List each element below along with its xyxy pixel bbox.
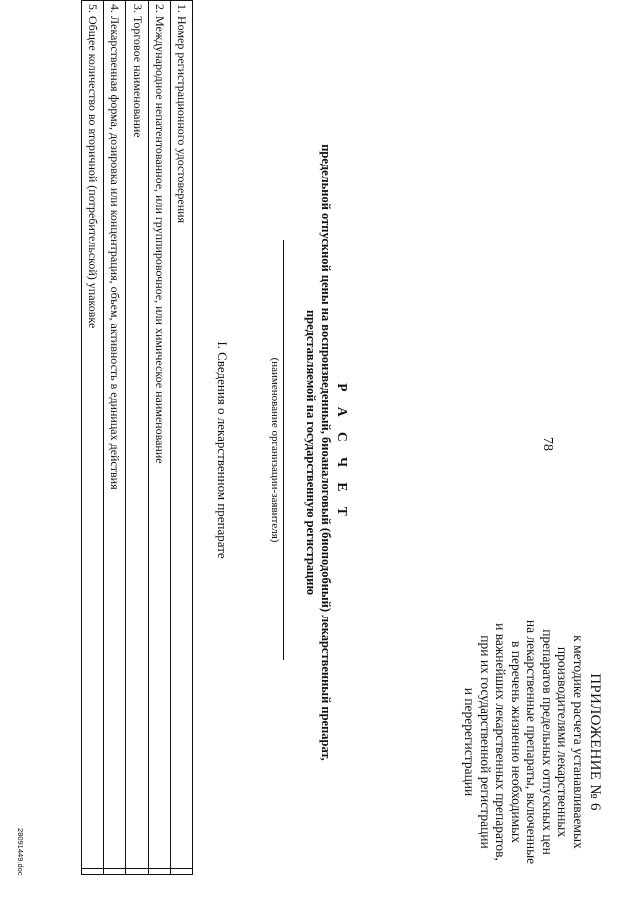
appendix-line: препаратов предельных отпускных цен: [540, 629, 555, 855]
organization-caption: (наименование организации-заявителя): [269, 357, 281, 543]
section-title: I. Сведения о лекарственном препарате: [215, 341, 230, 559]
appendix-title: ПРИЛОЖЕНИЕ № 6: [587, 673, 603, 811]
table-row-label: 3. Торговое наименование: [126, 1, 148, 869]
table-row-label: 4. Лекарственная форма, дозировка или концентрация, объем, активность в единицах действия: [104, 1, 126, 869]
table-row-label: 2. Международное непатентованное, или группировочное, или химическое наименование: [148, 1, 170, 869]
table-value-cell[interactable]: [104, 869, 126, 875]
table-row: [148, 1, 170, 875]
table-row: [126, 1, 148, 875]
drug-info-table: [81, 0, 193, 875]
table-value-cell[interactable]: [170, 869, 192, 875]
appendix-line: и важнейших лекарственных препаратов,: [493, 623, 509, 861]
appendix-line: к методике расчета устанавливаемых: [571, 635, 586, 849]
document-subtitle: [303, 30, 333, 875]
appendix-line: на лекарственные препараты, включенные: [524, 619, 540, 865]
subtitle-line: представляемой на государственную регистрацию: [304, 309, 318, 596]
table-value-cell[interactable]: [148, 869, 170, 875]
appendix-block: [462, 602, 604, 882]
appendix-line: при их государственной регистрации: [478, 635, 493, 849]
appendix-line: и перерегистрации: [462, 687, 478, 797]
organization-name-line: [283, 240, 284, 660]
table-row-label: 1. Номер регистрационного удостоверения: [170, 1, 192, 869]
table-row: [82, 1, 104, 875]
table-row-label: 5. Общее количество во вторичной (потребительской) упаковке: [82, 1, 104, 869]
table-value-cell[interactable]: [82, 869, 104, 875]
page-number: 78: [540, 437, 555, 451]
subtitle-line: предельной отпускной цены на воспроизведенный, биоаналоговый (биоподобный) лекарственный препарат,: [319, 144, 333, 761]
table-row: [104, 1, 126, 875]
appendix-line: в перечень жизненно необходимых: [509, 641, 524, 843]
appendix-line: производителями лекарственных: [555, 646, 571, 838]
footer-file-code: 28091449.doc: [16, 828, 25, 876]
table-value-cell[interactable]: [126, 869, 148, 875]
document-title: Р А С Ч Е Т: [335, 383, 350, 522]
table-row: [170, 1, 192, 875]
